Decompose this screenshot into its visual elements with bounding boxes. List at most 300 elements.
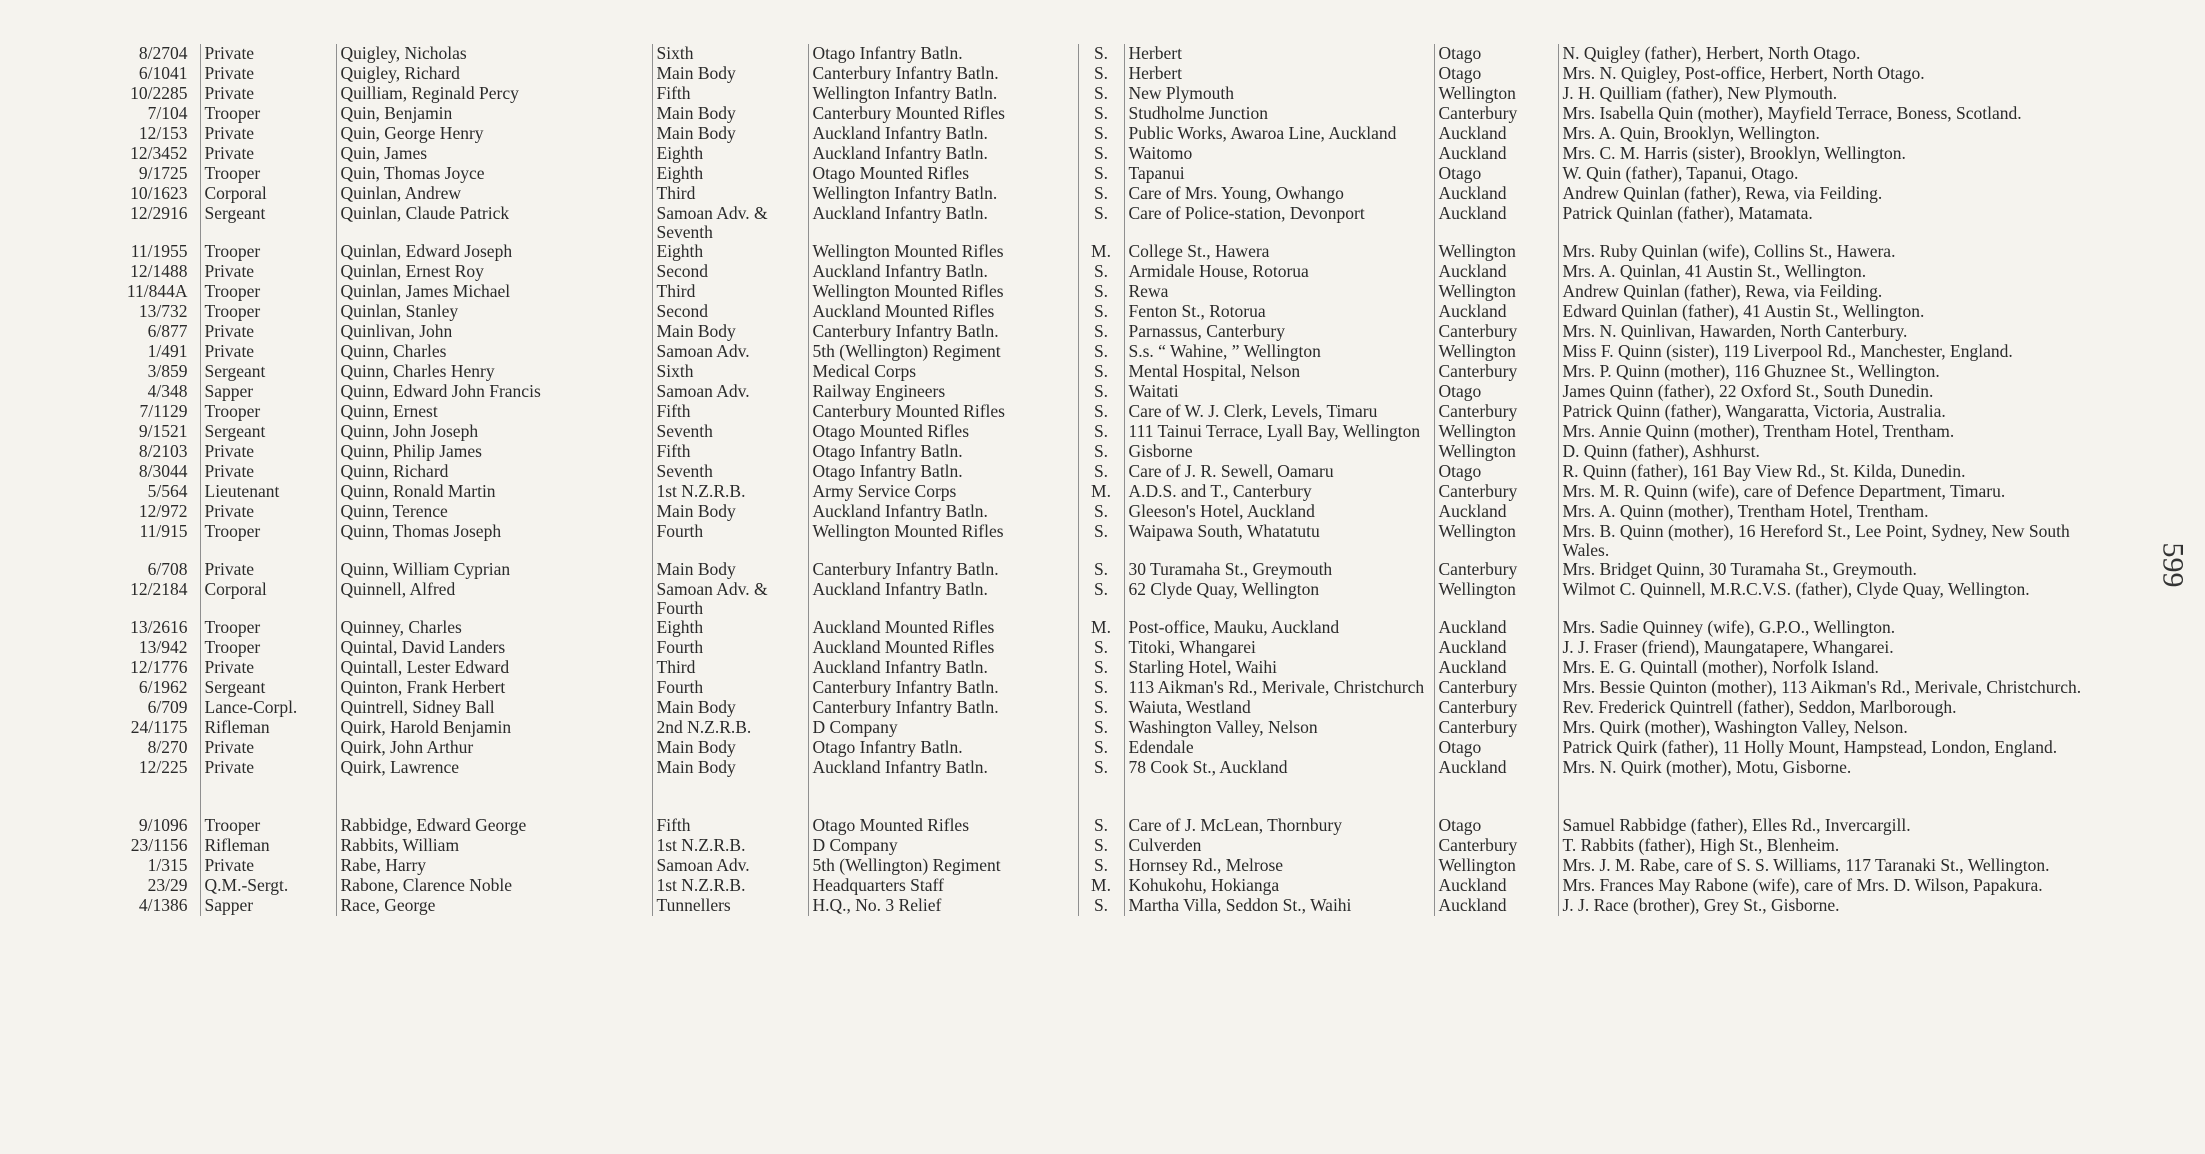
rank: Private bbox=[200, 738, 336, 758]
last-address: 78 Cook St., Auckland bbox=[1124, 758, 1434, 778]
marital-status: S. bbox=[1078, 302, 1124, 322]
rank: Private bbox=[200, 64, 336, 84]
marital-status: S. bbox=[1078, 184, 1124, 204]
draft: Seventh bbox=[652, 422, 808, 442]
district: Otago bbox=[1434, 44, 1558, 64]
marital-status: S. bbox=[1078, 342, 1124, 362]
table-row bbox=[110, 302, 2118, 322]
soldier-name: Quirk, Harold Benjamin bbox=[336, 718, 652, 738]
next-of-kin: Mrs. Sadie Quinney (wife), G.P.O., Wellington. bbox=[1562, 618, 1896, 637]
unit: Medical Corps bbox=[808, 362, 1078, 382]
marital-status: S. bbox=[1078, 896, 1124, 916]
next-of-kin: Mrs. N. Quinlivan, Hawarden, North Canterbury. bbox=[1562, 322, 1908, 341]
regimental-number: 11/915 bbox=[110, 522, 200, 560]
marital-status: S. bbox=[1078, 282, 1124, 302]
regimental-number: 13/942 bbox=[110, 638, 200, 658]
soldier-name: Rabbits, William bbox=[336, 836, 652, 856]
soldier-name: Quintal, David Landers bbox=[336, 638, 652, 658]
table-row bbox=[110, 836, 2118, 856]
unit: Otago Infantry Batln. bbox=[808, 44, 1078, 64]
marital-status: S. bbox=[1078, 382, 1124, 402]
unit: Otago Mounted Rifles bbox=[808, 164, 1078, 184]
unit: Auckland Mounted Rifles bbox=[808, 618, 1078, 638]
rank: Sergeant bbox=[200, 678, 336, 698]
regimental-number: 6/1962 bbox=[110, 678, 200, 698]
next-of-kin: W. Quin (father), Tapanui, Otago. bbox=[1562, 164, 1799, 183]
marital-status: S. bbox=[1078, 658, 1124, 678]
regimental-number: 10/2285 bbox=[110, 84, 200, 104]
district: Wellington bbox=[1434, 242, 1558, 262]
table-row bbox=[110, 442, 2118, 462]
soldier-name: Quintall, Lester Edward bbox=[336, 658, 652, 678]
draft: Eighth bbox=[652, 144, 808, 164]
marital-status: S. bbox=[1078, 836, 1124, 856]
marital-status: S. bbox=[1078, 522, 1124, 560]
unit: Wellington Infantry Batln. bbox=[808, 84, 1078, 104]
table-row bbox=[110, 164, 2118, 184]
last-address: Care of J. R. Sewell, Oamaru bbox=[1124, 462, 1434, 482]
rank: Trooper bbox=[200, 282, 336, 302]
regimental-number: 11/844A bbox=[110, 282, 200, 302]
regimental-number: 8/270 bbox=[110, 738, 200, 758]
table-row bbox=[110, 718, 2118, 738]
next-of-kin: Samuel Rabbidge (father), Elles Rd., Invercargill. bbox=[1562, 816, 1911, 835]
soldier-name: Quinn, Charles bbox=[336, 342, 652, 362]
soldier-name: Quinn, William Cyprian bbox=[336, 560, 652, 580]
last-address: Waitomo bbox=[1124, 144, 1434, 164]
district: Auckland bbox=[1434, 876, 1558, 896]
last-address: Armidale House, Rotorua bbox=[1124, 262, 1434, 282]
next-of-kin: J. J. Race (brother), Grey St., Gisborne. bbox=[1562, 896, 1840, 915]
regimental-number: 9/1725 bbox=[110, 164, 200, 184]
last-address: College St., Hawera bbox=[1124, 242, 1434, 262]
next-of-kin: Mrs. A. Quinn (mother), Trentham Hotel, Trentham. bbox=[1562, 502, 1929, 521]
last-address: Rewa bbox=[1124, 282, 1434, 302]
soldier-name: Quin, Benjamin bbox=[336, 104, 652, 124]
nominal-roll-table bbox=[110, 44, 2118, 916]
unit: Otago Infantry Batln. bbox=[808, 442, 1078, 462]
rank: Corporal bbox=[200, 580, 336, 618]
regimental-number: 11/1955 bbox=[110, 242, 200, 262]
district: Canterbury bbox=[1434, 698, 1558, 718]
district: Auckland bbox=[1434, 658, 1558, 678]
marital-status: S. bbox=[1078, 638, 1124, 658]
draft: 2nd N.Z.R.B. bbox=[652, 718, 808, 738]
last-address: 111 Tainui Terrace, Lyall Bay, Wellington bbox=[1124, 422, 1434, 442]
regimental-number: 8/2704 bbox=[110, 44, 200, 64]
regimental-number: 24/1175 bbox=[110, 718, 200, 738]
rank: Trooper bbox=[200, 242, 336, 262]
marital-status: M. bbox=[1078, 242, 1124, 262]
soldier-name: Race, George bbox=[336, 896, 652, 916]
table-row bbox=[110, 124, 2118, 144]
last-address: Waitati bbox=[1124, 382, 1434, 402]
next-of-kin: D. Quinn (father), Ashhurst. bbox=[1562, 442, 1760, 461]
marital-status: S. bbox=[1078, 442, 1124, 462]
table-row bbox=[110, 262, 2118, 282]
marital-status: S. bbox=[1078, 816, 1124, 836]
marital-status: S. bbox=[1078, 262, 1124, 282]
table-row bbox=[110, 422, 2118, 442]
table-row bbox=[110, 522, 2118, 560]
unit: Otago Mounted Rifles bbox=[808, 816, 1078, 836]
next-of-kin: Mrs. N. Quigley, Post-office, Herbert, North Otago. bbox=[1562, 64, 1925, 83]
district: Canterbury bbox=[1434, 322, 1558, 342]
rank: Private bbox=[200, 144, 336, 164]
soldier-name: Quinn, Richard bbox=[336, 462, 652, 482]
draft: Samoan Adv. & Seventh bbox=[652, 204, 808, 242]
unit: Auckland Infantry Batln. bbox=[808, 262, 1078, 282]
rank: Trooper bbox=[200, 402, 336, 422]
draft: Third bbox=[652, 658, 808, 678]
regimental-number: 8/2103 bbox=[110, 442, 200, 462]
last-address: Herbert bbox=[1124, 44, 1434, 64]
soldier-name: Quinlan, Andrew bbox=[336, 184, 652, 204]
table-row bbox=[110, 502, 2118, 522]
soldier-name: Quinlivan, John bbox=[336, 322, 652, 342]
table-row bbox=[110, 462, 2118, 482]
district: Wellington bbox=[1434, 422, 1558, 442]
district: Otago bbox=[1434, 462, 1558, 482]
next-of-kin: J. H. Quilliam (father), New Plymouth. bbox=[1562, 84, 1838, 103]
next-of-kin: N. Quigley (father), Herbert, North Otago. bbox=[1562, 44, 1861, 63]
draft: Samoan Adv. bbox=[652, 382, 808, 402]
draft: Second bbox=[652, 262, 808, 282]
soldier-name: Quilliam, Reginald Percy bbox=[336, 84, 652, 104]
next-of-kin: Mrs. Ruby Quinlan (wife), Collins St., Hawera. bbox=[1562, 242, 1896, 261]
marital-status: S. bbox=[1078, 204, 1124, 242]
rank: Sapper bbox=[200, 382, 336, 402]
draft: Samoan Adv. & Fourth bbox=[652, 580, 808, 618]
district: Wellington bbox=[1434, 342, 1558, 362]
rank: Lance-Corpl. bbox=[200, 698, 336, 718]
unit: Auckland Infantry Batln. bbox=[808, 758, 1078, 778]
regimental-number: 1/491 bbox=[110, 342, 200, 362]
district: Otago bbox=[1434, 382, 1558, 402]
next-of-kin: Patrick Quirk (father), 11 Holly Mount, Hampstead, London, England. bbox=[1562, 738, 2058, 757]
draft: Second bbox=[652, 302, 808, 322]
draft: Main Body bbox=[652, 104, 808, 124]
district: Canterbury bbox=[1434, 678, 1558, 698]
row-spacer bbox=[110, 778, 2118, 816]
unit: Auckland Infantry Batln. bbox=[808, 580, 1078, 618]
next-of-kin: Mrs. Quirk (mother), Washington Valley, Nelson. bbox=[1562, 718, 1908, 737]
draft: Main Body bbox=[652, 64, 808, 84]
regimental-number: 12/972 bbox=[110, 502, 200, 522]
marital-status: S. bbox=[1078, 84, 1124, 104]
marital-status: S. bbox=[1078, 678, 1124, 698]
last-address: Culverden bbox=[1124, 836, 1434, 856]
last-address: Martha Villa, Seddon St., Waihi bbox=[1124, 896, 1434, 916]
regimental-number: 13/2616 bbox=[110, 618, 200, 638]
last-address: Care of J. McLean, Thornbury bbox=[1124, 816, 1434, 836]
table-row bbox=[110, 104, 2118, 124]
regimental-number: 23/1156 bbox=[110, 836, 200, 856]
unit: Auckland Infantry Batln. bbox=[808, 204, 1078, 242]
last-address: Care of W. J. Clerk, Levels, Timaru bbox=[1124, 402, 1434, 422]
soldier-name: Quinney, Charles bbox=[336, 618, 652, 638]
last-address: Care of Police-station, Devonport bbox=[1124, 204, 1434, 242]
draft: Samoan Adv. bbox=[652, 342, 808, 362]
last-address: Studholme Junction bbox=[1124, 104, 1434, 124]
unit: 5th (Wellington) Regiment bbox=[808, 856, 1078, 876]
last-address: Tapanui bbox=[1124, 164, 1434, 184]
soldier-name: Quintrell, Sidney Ball bbox=[336, 698, 652, 718]
last-address: A.D.S. and T., Canterbury bbox=[1124, 482, 1434, 502]
marital-status: S. bbox=[1078, 560, 1124, 580]
rank: Private bbox=[200, 44, 336, 64]
table-row bbox=[110, 322, 2118, 342]
unit: Canterbury Mounted Rifles bbox=[808, 402, 1078, 422]
marital-status: S. bbox=[1078, 718, 1124, 738]
district: Wellington bbox=[1434, 856, 1558, 876]
next-of-kin: Miss F. Quinn (sister), 119 Liverpool Rd., Manchester, England. bbox=[1562, 342, 2013, 361]
district: Auckland bbox=[1434, 302, 1558, 322]
rank: Private bbox=[200, 658, 336, 678]
draft: Fourth bbox=[652, 638, 808, 658]
table-row bbox=[110, 580, 2118, 618]
district: Wellington bbox=[1434, 282, 1558, 302]
rank: Sergeant bbox=[200, 204, 336, 242]
table-row bbox=[110, 638, 2118, 658]
next-of-kin: Mrs. E. G. Quintall (mother), Norfolk Island. bbox=[1562, 658, 1879, 677]
last-address: Herbert bbox=[1124, 64, 1434, 84]
last-address: Edendale bbox=[1124, 738, 1434, 758]
draft: Eighth bbox=[652, 618, 808, 638]
draft: Eighth bbox=[652, 164, 808, 184]
district: Auckland bbox=[1434, 144, 1558, 164]
district: Auckland bbox=[1434, 124, 1558, 144]
table-row bbox=[110, 658, 2118, 678]
district: Auckland bbox=[1434, 262, 1558, 282]
table-row bbox=[110, 204, 2118, 242]
rank: Private bbox=[200, 342, 336, 362]
regimental-number: 6/1041 bbox=[110, 64, 200, 84]
unit: Canterbury Mounted Rifles bbox=[808, 104, 1078, 124]
soldier-name: Rabe, Harry bbox=[336, 856, 652, 876]
unit: 5th (Wellington) Regiment bbox=[808, 342, 1078, 362]
district: Otago bbox=[1434, 738, 1558, 758]
next-of-kin: Mrs. B. Quinn (mother), 16 Hereford St., Lee Point, Sydney, New South Wales. bbox=[1562, 522, 2070, 560]
soldier-name: Quinton, Frank Herbert bbox=[336, 678, 652, 698]
marital-status: S. bbox=[1078, 144, 1124, 164]
district: Canterbury bbox=[1434, 560, 1558, 580]
district: Auckland bbox=[1434, 204, 1558, 242]
regimental-number: 7/104 bbox=[110, 104, 200, 124]
regimental-number: 13/732 bbox=[110, 302, 200, 322]
soldier-name: Rabone, Clarence Noble bbox=[336, 876, 652, 896]
rank: Trooper bbox=[200, 522, 336, 560]
draft: Main Body bbox=[652, 124, 808, 144]
roll-body bbox=[110, 44, 2118, 916]
table-row bbox=[110, 896, 2118, 916]
regimental-number: 12/225 bbox=[110, 758, 200, 778]
district: Canterbury bbox=[1434, 718, 1558, 738]
soldier-name: Quirk, Lawrence bbox=[336, 758, 652, 778]
draft: 1st N.Z.R.B. bbox=[652, 876, 808, 896]
district: Wellington bbox=[1434, 84, 1558, 104]
unit: Otago Infantry Batln. bbox=[808, 462, 1078, 482]
rank: Trooper bbox=[200, 618, 336, 638]
next-of-kin: Mrs. Bridget Quinn, 30 Turamaha St., Greymouth. bbox=[1562, 560, 1917, 579]
marital-status: M. bbox=[1078, 618, 1124, 638]
regimental-number: 3/859 bbox=[110, 362, 200, 382]
next-of-kin: Mrs. P. Quinn (mother), 116 Ghuznee St., Wellington. bbox=[1562, 362, 1940, 381]
soldier-name: Quin, Thomas Joyce bbox=[336, 164, 652, 184]
marital-status: S. bbox=[1078, 124, 1124, 144]
next-of-kin: James Quinn (father), 22 Oxford St., South Dunedin. bbox=[1562, 382, 1934, 401]
next-of-kin: J. J. Fraser (friend), Maungatapere, Whangarei. bbox=[1562, 638, 1894, 657]
soldier-name: Rabbidge, Edward George bbox=[336, 816, 652, 836]
table-row bbox=[110, 402, 2118, 422]
unit: Auckland Mounted Rifles bbox=[808, 638, 1078, 658]
table-row bbox=[110, 382, 2118, 402]
regimental-number: 4/1386 bbox=[110, 896, 200, 916]
next-of-kin: Mrs. M. R. Quinn (wife), care of Defence Department, Timaru. bbox=[1562, 482, 2006, 501]
next-of-kin: Rev. Frederick Quintrell (father), Seddon, Marlborough. bbox=[1562, 698, 1957, 717]
draft: Fourth bbox=[652, 678, 808, 698]
table-row bbox=[110, 64, 2118, 84]
regimental-number: 12/1488 bbox=[110, 262, 200, 282]
draft: Main Body bbox=[652, 560, 808, 580]
draft: Tunnellers bbox=[652, 896, 808, 916]
next-of-kin: Mrs. A. Quin, Brooklyn, Wellington. bbox=[1562, 124, 1820, 143]
regimental-number: 6/877 bbox=[110, 322, 200, 342]
next-of-kin: Wilmot C. Quinnell, M.R.C.V.S. (father), Clyde Quay, Wellington. bbox=[1562, 580, 2030, 599]
unit: Auckland Infantry Batln. bbox=[808, 124, 1078, 144]
soldier-name: Quinn, Ronald Martin bbox=[336, 482, 652, 502]
draft: Main Body bbox=[652, 322, 808, 342]
rank: Trooper bbox=[200, 302, 336, 322]
marital-status: S. bbox=[1078, 758, 1124, 778]
unit: Wellington Mounted Rifles bbox=[808, 522, 1078, 560]
table-row bbox=[110, 362, 2118, 382]
rank: Private bbox=[200, 84, 336, 104]
draft: Sixth bbox=[652, 362, 808, 382]
rank: Q.M.-Sergt. bbox=[200, 876, 336, 896]
marital-status: S. bbox=[1078, 104, 1124, 124]
regimental-number: 10/1623 bbox=[110, 184, 200, 204]
table-row bbox=[110, 242, 2118, 262]
soldier-name: Quinn, Charles Henry bbox=[336, 362, 652, 382]
marital-status: S. bbox=[1078, 502, 1124, 522]
soldier-name: Quinn, Philip James bbox=[336, 442, 652, 462]
next-of-kin: Mrs. Annie Quinn (mother), Trentham Hotel, Trentham. bbox=[1562, 422, 1955, 441]
table-row bbox=[110, 184, 2118, 204]
table-row bbox=[110, 84, 2118, 104]
regimental-number: 7/1129 bbox=[110, 402, 200, 422]
last-address: Waiuta, Westland bbox=[1124, 698, 1434, 718]
unit: H.Q., No. 3 Relief bbox=[808, 896, 1078, 916]
table-row bbox=[110, 738, 2118, 758]
draft: Seventh bbox=[652, 462, 808, 482]
draft: 1st N.Z.R.B. bbox=[652, 836, 808, 856]
draft: Samoan Adv. bbox=[652, 856, 808, 876]
next-of-kin: Mrs. C. M. Harris (sister), Brooklyn, Wellington. bbox=[1562, 144, 1906, 163]
district: Otago bbox=[1434, 164, 1558, 184]
rank: Sergeant bbox=[200, 362, 336, 382]
marital-status: M. bbox=[1078, 876, 1124, 896]
soldier-name: Quigley, Nicholas bbox=[336, 44, 652, 64]
soldier-name: Quinlan, Edward Joseph bbox=[336, 242, 652, 262]
next-of-kin: Mrs. Frances May Rabone (wife), care of Mrs. D. Wilson, Papakura. bbox=[1562, 876, 2043, 895]
marital-status: S. bbox=[1078, 362, 1124, 382]
rank: Private bbox=[200, 502, 336, 522]
next-of-kin: T. Rabbits (father), High St., Blenheim. bbox=[1562, 836, 1840, 855]
rank: Private bbox=[200, 124, 336, 144]
last-address: Titoki, Whangarei bbox=[1124, 638, 1434, 658]
soldier-name: Quinnell, Alfred bbox=[336, 580, 652, 618]
unit: Railway Engineers bbox=[808, 382, 1078, 402]
rank: Private bbox=[200, 442, 336, 462]
unit: Otago Mounted Rifles bbox=[808, 422, 1078, 442]
unit: Canterbury Infantry Batln. bbox=[808, 64, 1078, 84]
last-address: 113 Aikman's Rd., Merivale, Christchurch bbox=[1124, 678, 1434, 698]
last-address: New Plymouth bbox=[1124, 84, 1434, 104]
draft: Third bbox=[652, 282, 808, 302]
unit: Army Service Corps bbox=[808, 482, 1078, 502]
soldier-name: Quinlan, Claude Patrick bbox=[336, 204, 652, 242]
marital-status: S. bbox=[1078, 462, 1124, 482]
draft: Fifth bbox=[652, 84, 808, 104]
unit: Wellington Mounted Rifles bbox=[808, 242, 1078, 262]
district: Auckland bbox=[1434, 618, 1558, 638]
rank: Sapper bbox=[200, 896, 336, 916]
district: Otago bbox=[1434, 816, 1558, 836]
district: Wellington bbox=[1434, 522, 1558, 560]
draft: 1st N.Z.R.B. bbox=[652, 482, 808, 502]
district: Canterbury bbox=[1434, 104, 1558, 124]
rank: Trooper bbox=[200, 816, 336, 836]
regimental-number: 8/3044 bbox=[110, 462, 200, 482]
district: Otago bbox=[1434, 64, 1558, 84]
next-of-kin: Patrick Quinn (father), Wangaratta, Victoria, Australia. bbox=[1562, 402, 1946, 421]
draft: Fifth bbox=[652, 816, 808, 836]
table-row bbox=[110, 856, 2118, 876]
table-row bbox=[110, 618, 2118, 638]
rank: Corporal bbox=[200, 184, 336, 204]
page-number: 599 bbox=[2156, 542, 2190, 588]
regimental-number: 9/1096 bbox=[110, 816, 200, 836]
unit: D Company bbox=[808, 836, 1078, 856]
unit: Canterbury Infantry Batln. bbox=[808, 322, 1078, 342]
table-row bbox=[110, 144, 2118, 164]
soldier-name: Quinlan, Ernest Roy bbox=[336, 262, 652, 282]
regimental-number: 12/3452 bbox=[110, 144, 200, 164]
last-address: S.s. “ Wahine, ” Wellington bbox=[1124, 342, 1434, 362]
rank: Lieutenant bbox=[200, 482, 336, 502]
last-address: Washington Valley, Nelson bbox=[1124, 718, 1434, 738]
draft: Main Body bbox=[652, 502, 808, 522]
last-address: 30 Turamaha St., Greymouth bbox=[1124, 560, 1434, 580]
unit: Auckland Infantry Batln. bbox=[808, 658, 1078, 678]
rank: Sergeant bbox=[200, 422, 336, 442]
last-address: Fenton St., Rotorua bbox=[1124, 302, 1434, 322]
rank: Trooper bbox=[200, 638, 336, 658]
district: Wellington bbox=[1434, 580, 1558, 618]
table-row bbox=[110, 482, 2118, 502]
rank: Private bbox=[200, 856, 336, 876]
last-address: Public Works, Awaroa Line, Auckland bbox=[1124, 124, 1434, 144]
last-address: Gisborne bbox=[1124, 442, 1434, 462]
district: Auckland bbox=[1434, 502, 1558, 522]
marital-status: S. bbox=[1078, 44, 1124, 64]
draft: Sixth bbox=[652, 44, 808, 64]
rank: Trooper bbox=[200, 164, 336, 184]
marital-status: S. bbox=[1078, 402, 1124, 422]
marital-status: S. bbox=[1078, 856, 1124, 876]
draft: Third bbox=[652, 184, 808, 204]
